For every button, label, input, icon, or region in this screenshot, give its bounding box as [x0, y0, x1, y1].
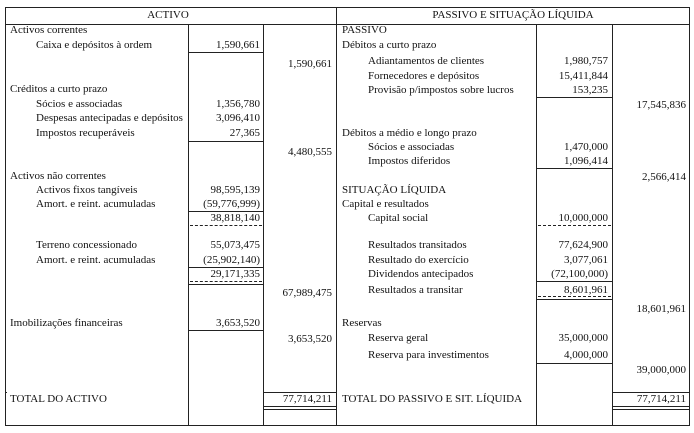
row-value: 27,365 — [229, 127, 260, 139]
row-label: Despesas antecipadas e depósitos — [36, 112, 183, 124]
subtotal: 4,480,555 — [288, 146, 332, 158]
rule — [536, 363, 613, 364]
section-label: Débitos a curto prazo — [342, 39, 437, 51]
rule — [188, 52, 264, 53]
subtotal: 1,590,661 — [288, 58, 332, 70]
subtotal: 3,653,520 — [288, 333, 332, 345]
row-value: 15,411,844 — [558, 70, 608, 82]
row-value: 3,653,520 — [216, 317, 260, 329]
row-value: 1,096,414 — [564, 155, 608, 167]
header-assets: ACTIVO — [147, 9, 189, 21]
divider — [336, 7, 337, 426]
row-value: (59,776,999) — [203, 198, 260, 210]
subtotal: 18,601,961 — [636, 303, 686, 315]
row-label: Reserva geral — [368, 332, 429, 344]
rule — [263, 409, 337, 410]
divider — [188, 24, 189, 425]
section-label: Créditos a curto prazo — [10, 83, 108, 95]
total-label: TOTAL DO PASSIVO E SIT. LÍQUIDA — [342, 393, 523, 405]
row-label: Dividendos antecipados — [368, 268, 474, 280]
dashed-rule — [190, 225, 262, 226]
row-value: (72,100,000) — [551, 268, 608, 280]
row-value: 10,000,000 — [558, 212, 608, 224]
rule — [536, 299, 613, 300]
row-label: Sócios e associadas — [36, 98, 123, 110]
row-value: (25,902,140) — [203, 254, 260, 266]
row-value: 3,096,410 — [216, 112, 260, 124]
row-value: 1,356,780 — [216, 98, 260, 110]
border — [5, 425, 690, 426]
divider — [536, 24, 537, 425]
section-label: Activos não correntes — [10, 170, 106, 182]
net-value: 38,818,140 — [210, 212, 260, 224]
row-value: 153,235 — [572, 84, 608, 96]
row-label: Activos fixos tangíveis — [36, 184, 138, 196]
subtotal: 17,545,836 — [636, 99, 686, 111]
border — [689, 7, 690, 426]
total-value: 77,714,211 — [282, 393, 332, 405]
row-label: Amort. e reint. acumuladas — [36, 198, 156, 210]
border — [5, 7, 690, 8]
row-label: Resultado do exercício — [368, 254, 469, 266]
dashed-rule — [190, 281, 262, 282]
subtotal: 67,989,475 — [282, 287, 332, 299]
row-value: 98,595,139 — [210, 184, 260, 196]
row-label: Resultados transitados — [368, 239, 467, 251]
row-value: 1,470,000 — [564, 141, 608, 153]
section-label: SITUAÇÃO LÍQUIDA — [342, 184, 447, 196]
total-value: 77,714,211 — [636, 393, 686, 405]
rule — [263, 406, 337, 407]
row-label: Provisão p/impostos sobre lucros — [368, 84, 514, 96]
rule — [612, 406, 690, 407]
divider — [263, 24, 264, 425]
section-label: Reservas — [342, 317, 382, 329]
rule — [536, 281, 613, 282]
section-label: Capital e resultados — [342, 198, 429, 210]
row-value: 77,624,900 — [558, 239, 608, 251]
row-label: Impostos recuperáveis — [36, 127, 135, 139]
section-label: Activos correntes — [10, 24, 88, 36]
border — [5, 7, 6, 426]
row-label: Amort. e reint. acumuladas — [36, 254, 156, 266]
rule — [536, 97, 613, 98]
row-label: Impostos diferidos — [368, 155, 451, 167]
row-label: Reserva para investimentos — [368, 349, 489, 361]
dashed-rule — [538, 225, 611, 226]
section-label: PASSIVO — [342, 24, 387, 36]
rule — [188, 141, 264, 142]
row-label: Capital social — [368, 212, 429, 224]
row-label: Sócios e associadas — [368, 141, 455, 153]
row-value: 55,073,475 — [210, 239, 260, 251]
row-value: 35,000,000 — [558, 332, 608, 344]
net-value: 29,171,335 — [210, 268, 260, 280]
divider — [612, 24, 613, 425]
row-label: Terreno concessionado — [36, 239, 137, 251]
row-value: 1,980,757 — [564, 55, 608, 67]
subtotal: 39,000,000 — [636, 364, 686, 376]
row-label: Fornecedores e depósitos — [368, 70, 480, 82]
header-liabilities: PASSIVO E SITUAÇÃO LÍQUIDA — [432, 9, 594, 21]
rule — [188, 284, 264, 285]
row-value: 1,590,661 — [216, 39, 260, 51]
rule — [188, 330, 264, 331]
subtotal: 2,566,414 — [642, 171, 686, 183]
rule — [612, 409, 690, 410]
row-label: Imobilizações financeiras — [10, 317, 123, 329]
rule — [536, 168, 613, 169]
row-value: 4,000,000 — [564, 349, 608, 361]
section-label: Débitos a médio e longo prazo — [342, 127, 477, 139]
row-label: Caixa e depósitos à ordem — [36, 39, 153, 51]
row-value: 8,601,961 — [564, 284, 608, 296]
row-label: Adiantamentos de clientes — [368, 55, 485, 67]
total-label: TOTAL DO ACTIVO — [10, 393, 107, 405]
row-label: Resultados a transitar — [368, 284, 463, 296]
rule — [5, 392, 7, 393]
row-value: 3,077,061 — [564, 254, 608, 266]
